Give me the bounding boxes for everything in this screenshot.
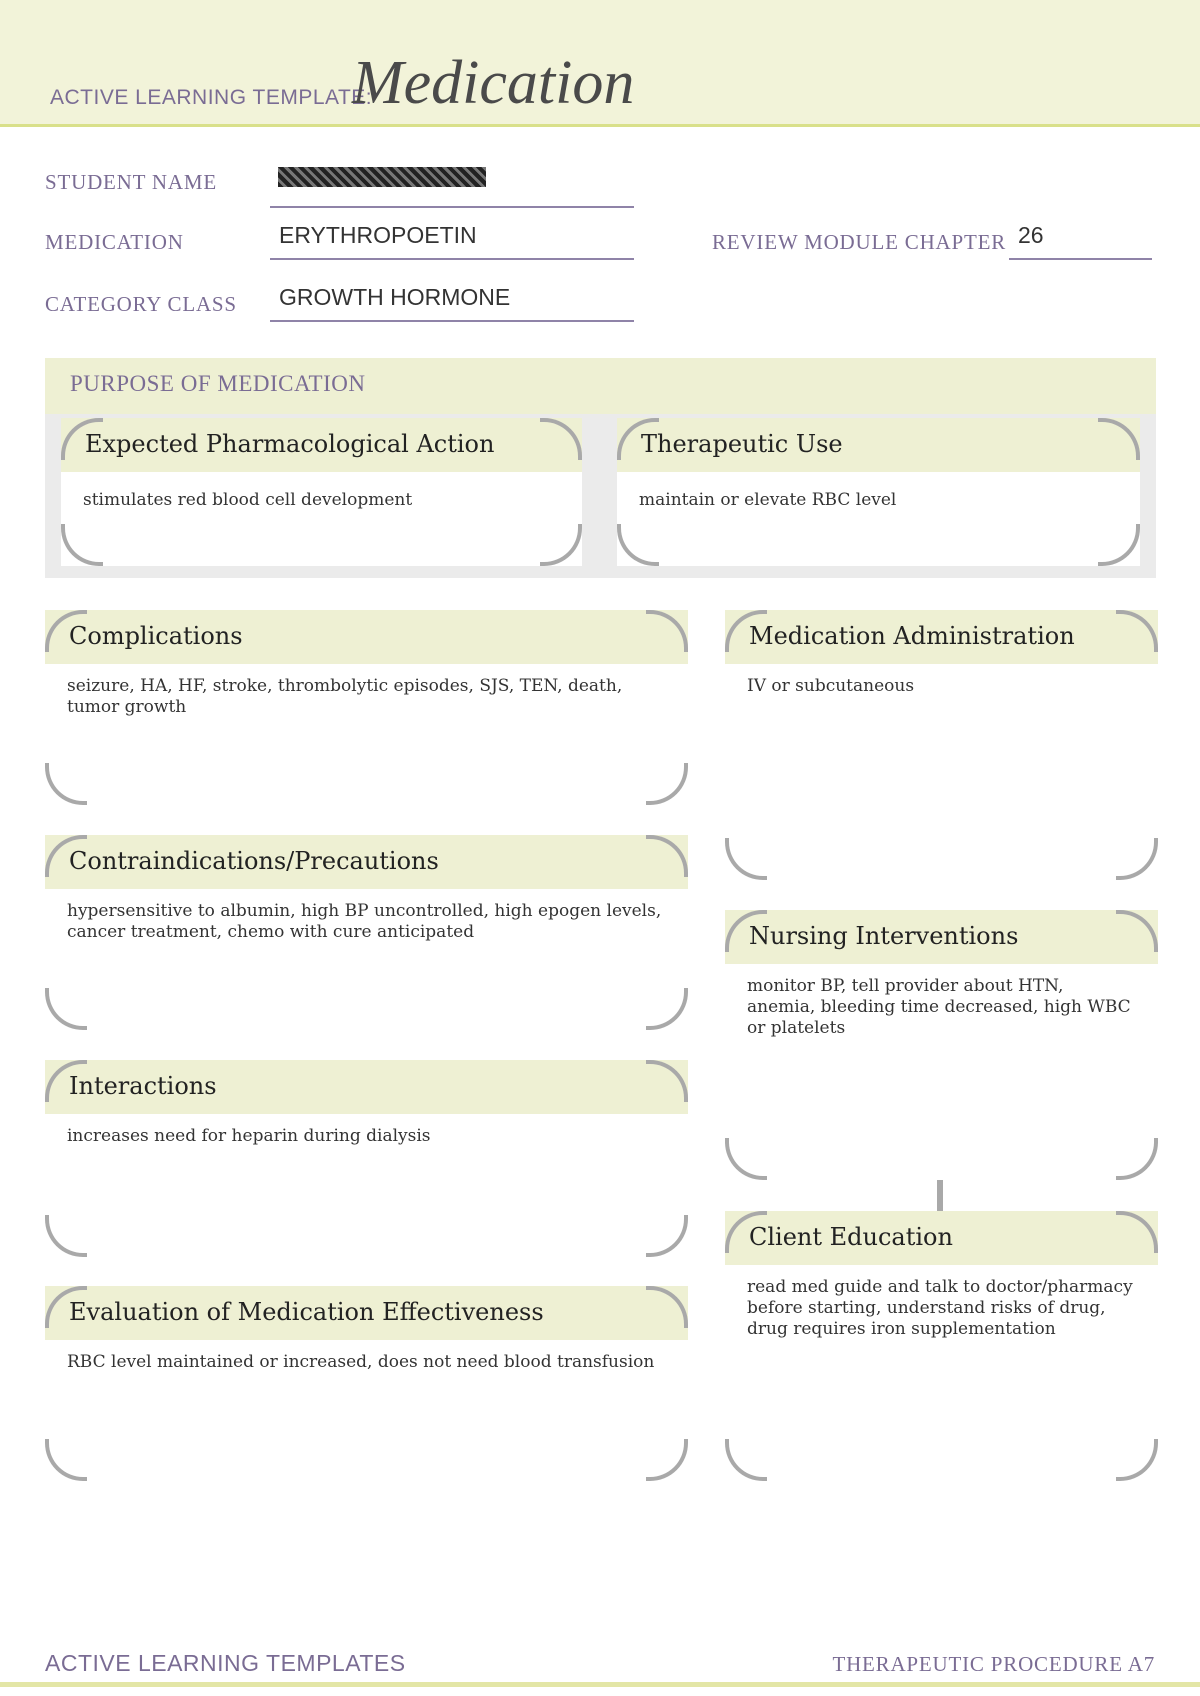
interactions-box[interactable]: [45, 1060, 688, 1257]
complications-title: Complications: [69, 622, 243, 650]
corner-bl: [45, 1439, 87, 1481]
evaluation-text: RBC level maintained or increased, does not need blood transfusion: [67, 1352, 655, 1372]
evaluation-title: Evaluation of Medication Effectiveness: [69, 1298, 544, 1326]
student-name-label: STUDENT NAME: [45, 170, 217, 194]
footer-right: THERAPEUTIC PROCEDURE A7: [832, 1652, 1155, 1676]
administration-title: Medication Administration: [749, 622, 1075, 650]
purpose-section: [45, 358, 1156, 578]
medication-field[interactable]: ERYTHROPOETIN: [270, 222, 634, 260]
corner-bl: [725, 838, 767, 880]
corner-br: [1098, 524, 1140, 566]
evaluation-box[interactable]: [45, 1286, 688, 1481]
corner-bl: [61, 524, 103, 566]
interactions-text: increases need for heparin during dialysis: [67, 1126, 431, 1146]
contraindications-text: hypersensitive to albumin, high BP uncontrolled, high epogen levels, cancer treatment, chemo with cure anticipated: [67, 901, 662, 942]
corner-br: [1116, 1439, 1158, 1481]
contraindications-title: Contraindications/Precautions: [69, 847, 439, 875]
corner-bl: [45, 763, 87, 805]
medication-label: MEDICATION: [45, 230, 184, 254]
administration-box[interactable]: [725, 610, 1158, 880]
therapeutic-use-title: Therapeutic Use: [641, 430, 843, 458]
therapeutic-use-text: maintain or elevate RBC level: [639, 490, 897, 510]
category-class-field[interactable]: GROWTH HORMONE: [270, 284, 634, 322]
purpose-title: PURPOSE OF MEDICATION: [70, 371, 366, 396]
expected-action-text: stimulates red blood cell development: [83, 490, 413, 510]
corner-br: [1116, 1138, 1158, 1180]
corner-bl: [45, 1215, 87, 1257]
client-education-text: read med guide and talk to doctor/pharmacy before starting, understand risks of drug, drug requires iron supplementation: [747, 1277, 1133, 1339]
therapeutic-use-box[interactable]: [617, 418, 1140, 566]
template-label: ACTIVE LEARNING TEMPLATE:: [50, 86, 373, 109]
complications-box[interactable]: [45, 610, 688, 805]
review-module-chapter-label: REVIEW MODULE CHAPTER: [712, 230, 1007, 254]
footer-left: ACTIVE LEARNING TEMPLATES: [45, 1650, 406, 1676]
category-class-label: CATEGORY CLASS: [45, 292, 237, 316]
contraindications-box[interactable]: [45, 835, 688, 1030]
corner-bl: [725, 1138, 767, 1180]
corner-br: [646, 988, 688, 1030]
template-header: [0, 0, 1200, 127]
expected-action-box[interactable]: [61, 418, 582, 566]
corner-br: [646, 763, 688, 805]
corner-br: [646, 1439, 688, 1481]
corner-bl: [45, 988, 87, 1030]
footer-rule: [0, 1682, 1200, 1687]
corner-br: [646, 1215, 688, 1257]
interactions-title: Interactions: [69, 1072, 217, 1100]
corner-br: [540, 524, 582, 566]
nursing-interventions-box[interactable]: [725, 910, 1158, 1180]
administration-text: IV or subcutaneous: [747, 676, 915, 696]
nursing-interventions-title: Nursing Interventions: [749, 922, 1019, 950]
client-education-title: Client Education: [749, 1223, 953, 1251]
nursing-interventions-text: monitor BP, tell provider about HTN, anemia, bleeding time decreased, high WBC or platelets: [747, 976, 1131, 1038]
complications-text: seizure, HA, HF, stroke, thrombolytic episodes, SJS, TEN, death, tumor growth: [67, 676, 623, 717]
purpose-band: [45, 358, 1156, 414]
corner-bl: [725, 1439, 767, 1481]
section-connector: [937, 1180, 943, 1213]
redacted-name: [278, 167, 486, 187]
corner-bl: [617, 524, 659, 566]
review-module-chapter-field[interactable]: 26: [1009, 222, 1152, 260]
page-title: Medication: [352, 49, 635, 117]
client-education-box[interactable]: [725, 1211, 1158, 1481]
corner-br: [1116, 838, 1158, 880]
expected-action-title: Expected Pharmacological Action: [85, 430, 495, 458]
